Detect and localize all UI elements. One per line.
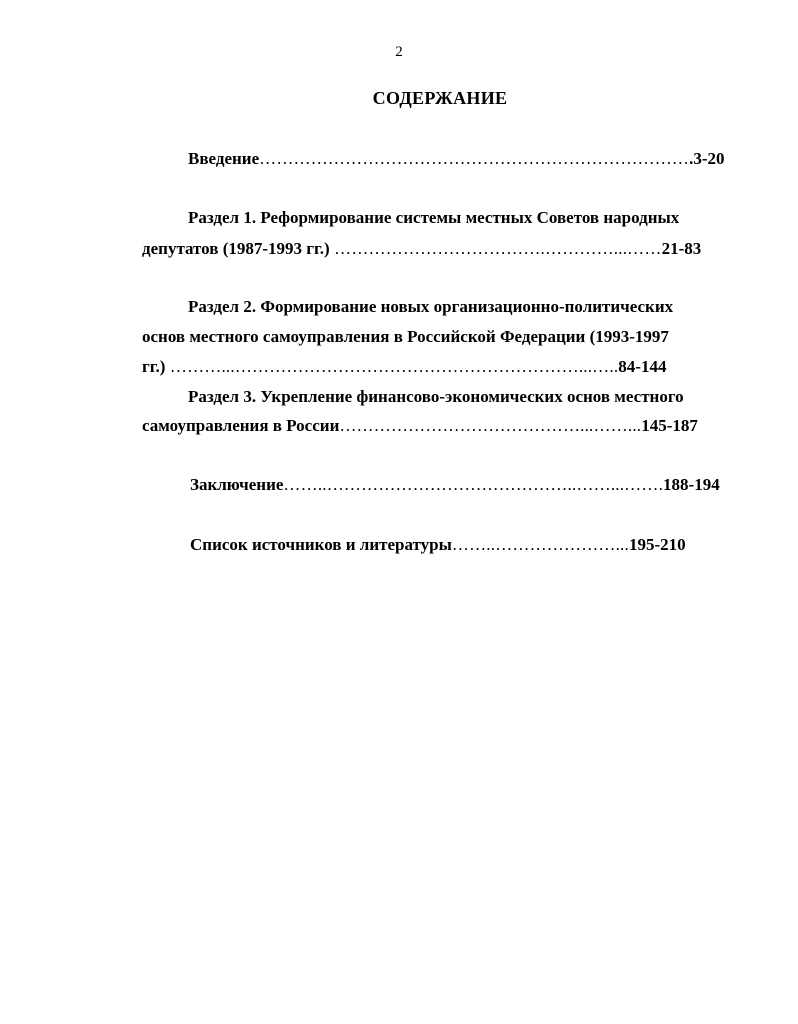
toc-entry-intro — [188, 148, 725, 170]
toc-section3-pages: 145-187 — [641, 416, 698, 435]
toc-section3-title-line2: самоуправления в России — [142, 416, 340, 435]
toc-sources-label: Список источников и литературы — [190, 535, 452, 554]
toc-intro-pages: .3-20 — [689, 149, 725, 168]
toc-conclusion-pages: 188-194 — [663, 475, 720, 494]
toc-section2-title-line2: основ местного самоуправления в Российской Федерации (1993-1997 — [142, 327, 669, 346]
toc-entry-conclusion — [190, 474, 720, 496]
toc-intro-dots: ………………………………………………………………… — [259, 149, 690, 168]
toc-conclusion-dots: ……..……………………………………..……...……. — [283, 475, 664, 494]
toc-entry-section2-line1 — [188, 296, 673, 318]
toc-section2-title-line3: гг.) — [142, 357, 166, 376]
toc-entry-sources — [190, 534, 686, 556]
toc-entry-section1-line2 — [142, 238, 701, 260]
toc-entry-section3-line1 — [188, 386, 684, 408]
toc-intro-label: Введение — [188, 149, 260, 168]
toc-section3-dots: ……………………………………...……... — [339, 416, 642, 435]
toc-entry-section3-line2 — [142, 415, 698, 437]
toc-section3-title-line1: Раздел 3. Укрепление финансово-экономических основ местного — [188, 387, 684, 406]
toc-section1-title-line2: депутатов (1987-1993 гг.) — [142, 239, 330, 258]
toc-sources-pages: 195-210 — [628, 535, 686, 554]
page-number: 2 — [395, 44, 403, 60]
toc-entry-section1-line1 — [188, 207, 679, 229]
toc-section2-pages: 84-144 — [618, 357, 667, 376]
toc-entry-section2-line2 — [142, 326, 669, 348]
toc-section2-dots: ………...……………………………………………………...….. — [165, 357, 619, 376]
toc-conclusion-label: Заключение — [190, 475, 284, 494]
toc-section2-title-line1: Раздел 2. Формирование новых организационно-политических — [188, 297, 674, 316]
toc-entry-section2-line3 — [142, 356, 666, 378]
page-title: СОДЕРЖАНИЕ — [372, 88, 508, 108]
toc-section1-dots: ……………………………….…………...…… — [329, 239, 662, 258]
toc-sources-dots: ……..…………………... — [451, 535, 629, 554]
toc-section1-title-line1: Раздел 1. Реформирование системы местных Советов народных — [188, 208, 680, 227]
toc-section1-pages: 21-83 — [661, 239, 702, 258]
